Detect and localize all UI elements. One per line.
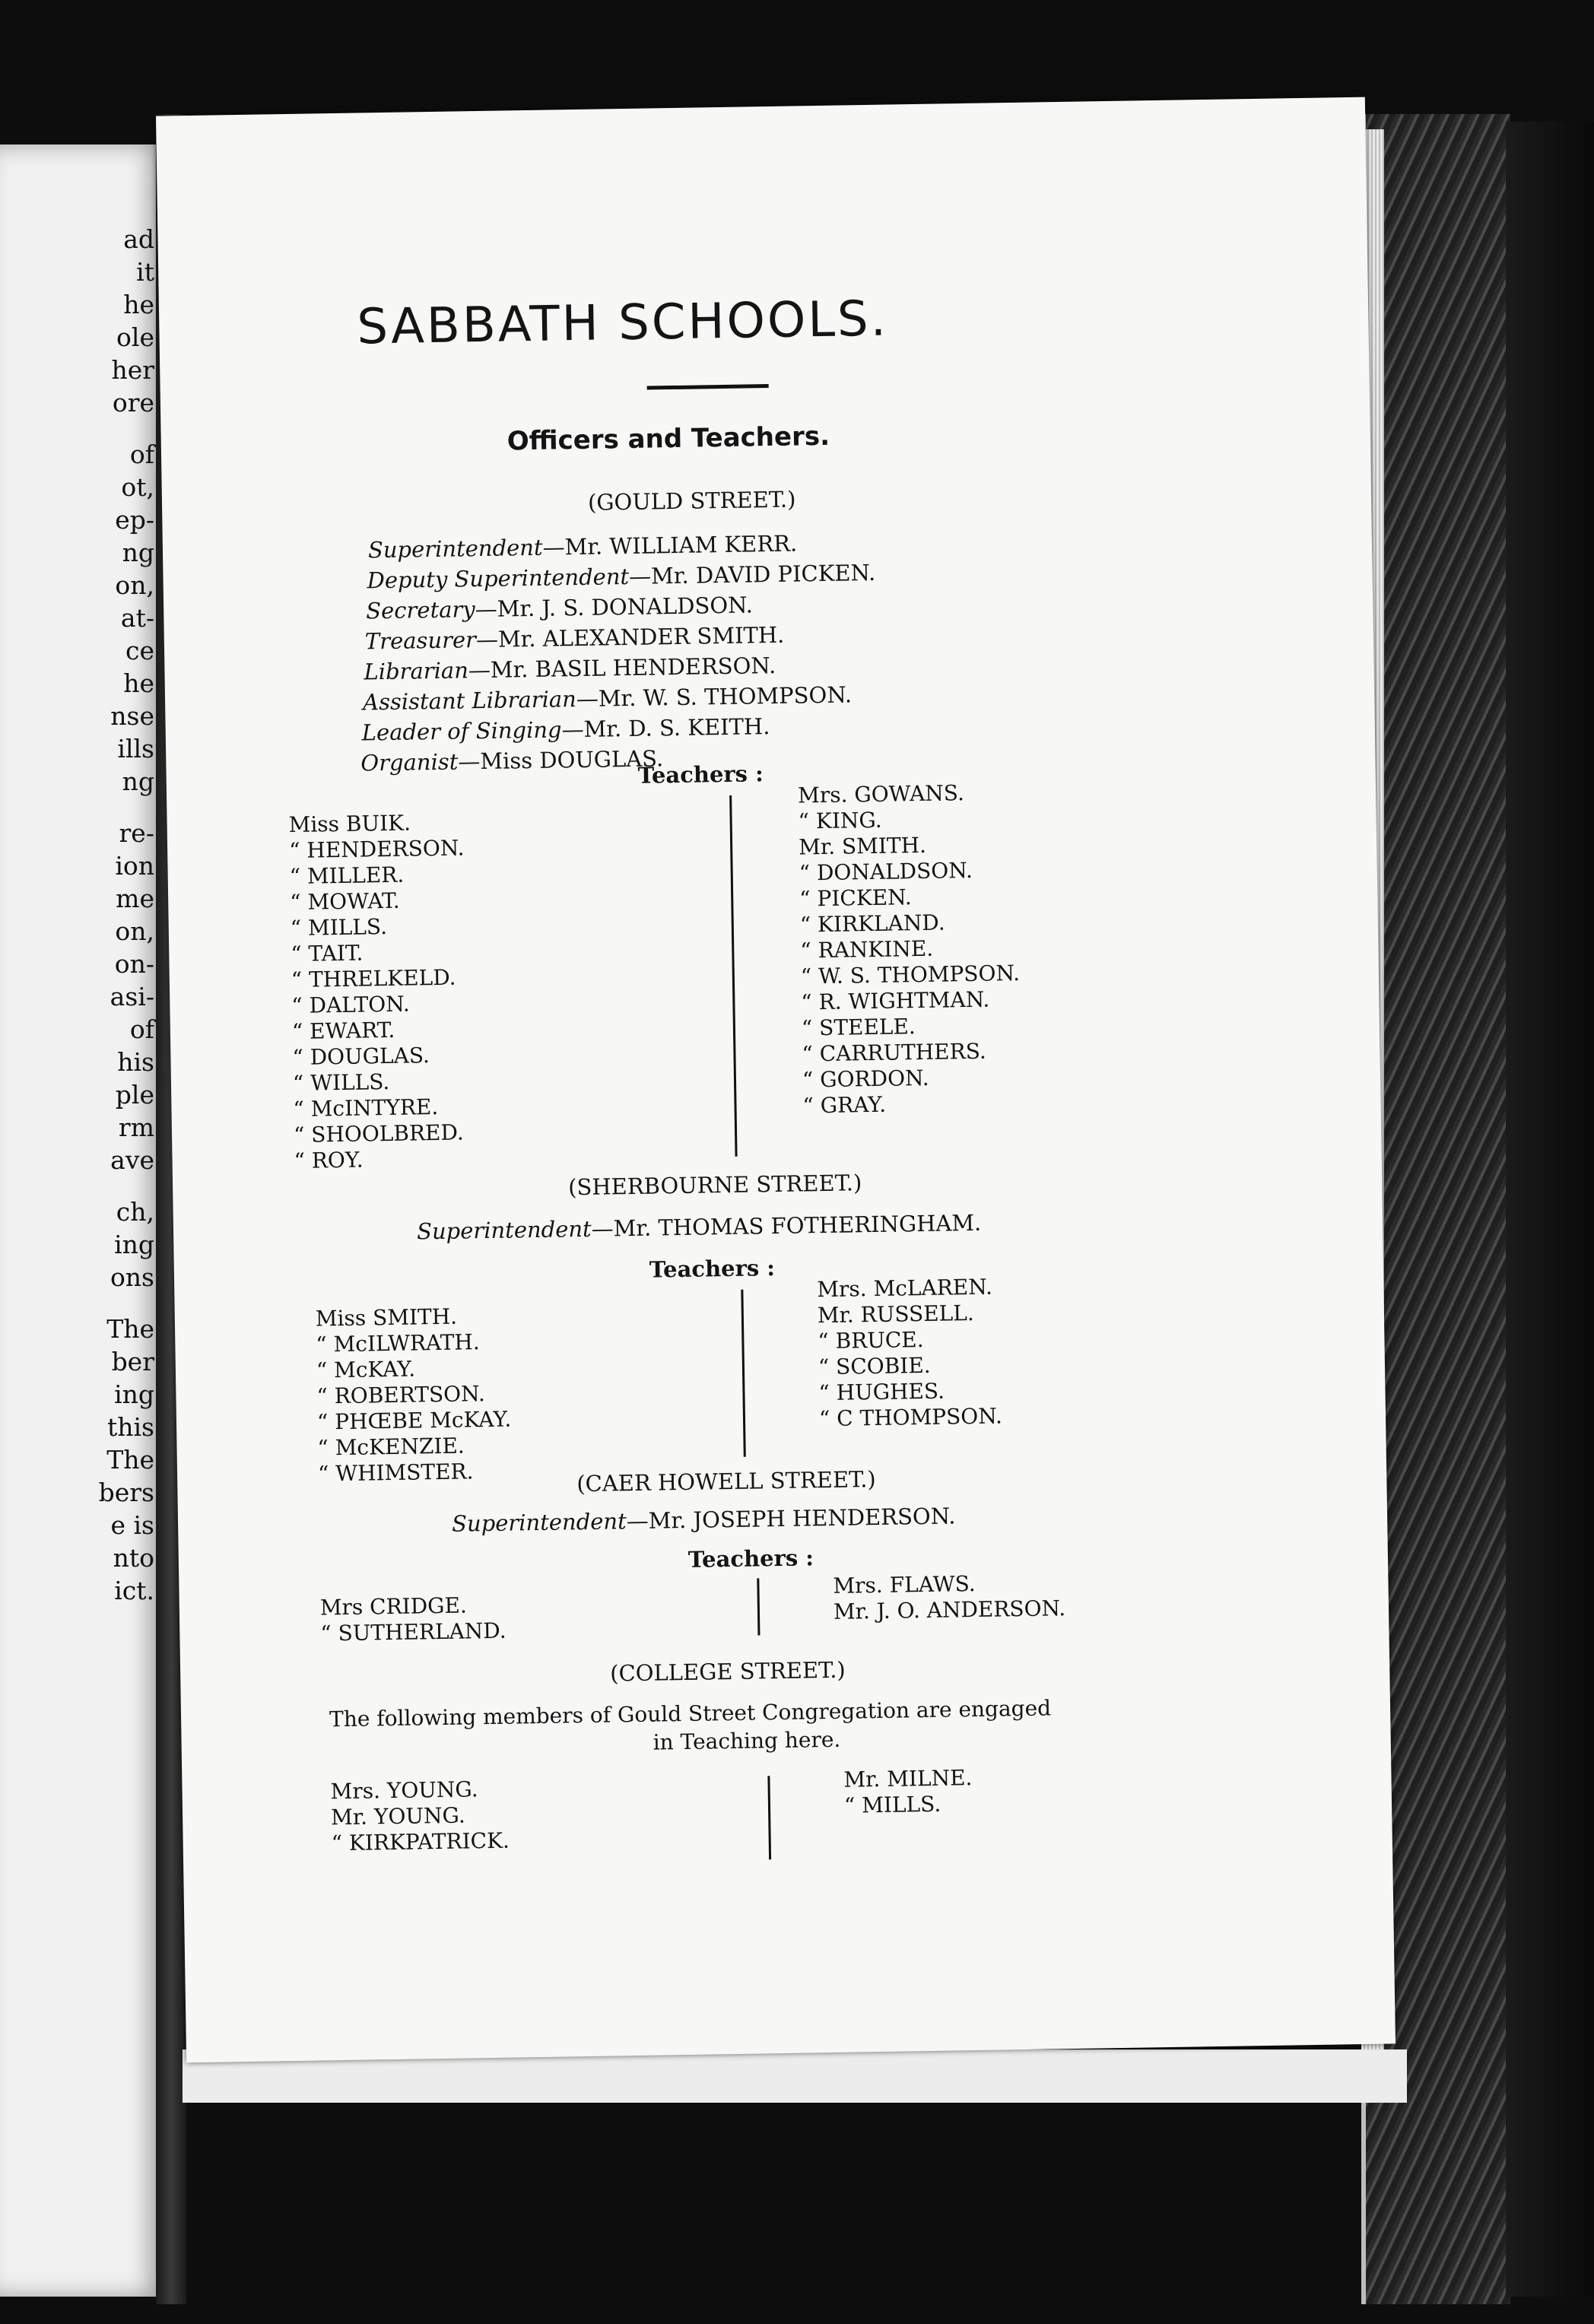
left-page-fragment: ons [110, 1262, 154, 1292]
officer-name: —Miss DOUGLAS. [458, 745, 664, 775]
left-page-fragment: ch, [116, 1197, 154, 1227]
officer-role: Treasurer [364, 627, 477, 655]
teacher-name: “ C THOMPSON. [818, 1403, 1003, 1432]
sherbourne-teachers-right [817, 1274, 1002, 1432]
teacher-name: Mrs. YOUNG. [330, 1776, 478, 1805]
teacher-name: “ McKENZIE. [317, 1433, 465, 1461]
teacher-name: “ PICKEN. [799, 884, 913, 912]
column-divider [741, 1290, 745, 1457]
teacher-name: Mrs. McLAREN. [817, 1274, 993, 1303]
officers-heading: Officers and Teachers. [506, 421, 830, 457]
gould-teachers-heading: Teachers : [637, 760, 764, 789]
teacher-name: Mr. RUSSELL. [817, 1300, 974, 1329]
left-page-fragment: ore [112, 388, 154, 417]
left-page-fragment: me [116, 884, 154, 913]
teacher-name: “ STEELE. [801, 1014, 916, 1041]
officer-role: Deputy Superintendent [367, 563, 630, 594]
gould-street-heading: (GOULD STREET.) [587, 486, 796, 516]
gould-teachers-left [288, 809, 469, 1174]
caer-howell-superintendent: Superintendent—Mr. JOSEPH HENDERSON. [451, 1503, 956, 1537]
column-divider [757, 1578, 760, 1635]
left-page-fragment: bers [98, 1478, 154, 1507]
officer-role: Secretary [365, 596, 475, 624]
left-page-fragment: ing [114, 1230, 154, 1259]
officer-name: —Mr. BASIL HENDERSON. [468, 652, 776, 684]
gould-teachers-right [798, 779, 1022, 1119]
teacher-name: “ ROY. [294, 1147, 364, 1173]
teacher-name: “ R. WIGHTMAN. [801, 986, 990, 1015]
officer-line [367, 560, 875, 593]
officer-line [368, 530, 798, 563]
sherbourne-superintendent: Superintendent—Mr. THOMAS FOTHERINGHAM. [416, 1209, 982, 1245]
left-page-fragment: ole [116, 322, 154, 352]
left-page-fragment: ing [114, 1379, 154, 1409]
sherbourne-teachers-left [316, 1303, 513, 1487]
left-page-fragment: nto [113, 1543, 154, 1573]
left-page-fragment: ills [117, 734, 154, 764]
left-page-fragment: on, [115, 916, 154, 946]
left-page-fragment: he [123, 290, 154, 319]
teacher-name: “ GORDON. [802, 1065, 929, 1093]
teacher-name: Mrs. FLAWS. [833, 1570, 976, 1599]
officer-line [361, 713, 770, 745]
teacher-name: “ KING. [798, 807, 882, 834]
left-page-fragment: ion [115, 851, 154, 881]
left-page-fragment: his [117, 1047, 154, 1077]
left-page-fragment: at- [120, 603, 154, 633]
teacher-name: “ HUGHES. [818, 1378, 945, 1406]
left-page-fragment: ad [123, 224, 154, 254]
left-page-fragment: of [129, 1014, 154, 1044]
teacher-name: Mr. SMITH. [798, 832, 927, 860]
teacher-name: Mr. MILNE. [843, 1765, 973, 1792]
teacher-name: “ ROBERTSON. [316, 1381, 485, 1409]
officer-role: Assistant Librarian [362, 686, 577, 716]
left-page-fragment: ep- [115, 505, 154, 535]
teacher-name: “ DONALDSON. [799, 857, 973, 886]
teacher-name: “ W. S. THOMPSON. [800, 960, 1021, 989]
teacher-name: Mrs. GOWANS. [797, 780, 965, 808]
left-page-fragment: rm [118, 1113, 154, 1142]
left-page-fragment: he [123, 668, 154, 698]
teacher-name: “ KIRKPATRICK. [331, 1827, 510, 1856]
teacher-name: “ WHIMSTER. [317, 1459, 474, 1487]
teacher-name: Mrs CRIDGE. [319, 1592, 468, 1621]
teacher-name: “ SCOBIE. [818, 1352, 931, 1380]
teacher-name: “ MILLS. [843, 1791, 941, 1818]
left-page-fragment: ce [125, 636, 154, 665]
book-cover-edge [1506, 122, 1594, 2297]
left-page-fragment: ple [115, 1080, 154, 1110]
teacher-name: “ PHŒBE McKAY. [316, 1406, 512, 1435]
teacher-name: “ MOWAT. [289, 887, 400, 916]
officer-name: —Mr. DAVID PICKEN. [628, 559, 876, 589]
teacher-name: “ RANKINE. [800, 935, 934, 964]
teacher-name: “ McINTYRE. [293, 1094, 439, 1122]
teacher-name: Mr. YOUNG. [330, 1802, 465, 1830]
left-page-fragment: on, [115, 570, 154, 600]
teacher-name: “ CARRUTHERS. [802, 1038, 987, 1067]
officer-role: Superintendent [367, 534, 543, 564]
officer-role: Leader of Singing [361, 716, 562, 746]
left-page-fragment: her [111, 355, 154, 385]
left-page-fragment: asi- [110, 982, 154, 1011]
caer-howell-teachers-left [320, 1592, 506, 1647]
college-teachers-left [330, 1776, 510, 1857]
title-rule [647, 384, 769, 390]
teacher-name: “ GRAY. [802, 1091, 887, 1119]
officer-name: —Mr. D. S. KEITH. [561, 713, 770, 743]
left-page-fragment: ave [110, 1145, 154, 1175]
teacher-name: Miss BUIK. [288, 810, 411, 838]
sherbourne-teachers-heading: Teachers : [649, 1255, 776, 1283]
teacher-name: Mr. J. O. ANDERSON. [833, 1595, 1066, 1624]
left-page-fragment: ber [111, 1347, 154, 1376]
left-page-fragment: ict. [114, 1576, 154, 1605]
officer-name: —Mr. WILLIAM KERR. [542, 530, 798, 560]
teacher-name: “ MILLER. [289, 862, 405, 890]
left-page-fragment: nse [110, 701, 154, 731]
left-page-fragment: ng [122, 767, 154, 796]
column-divider [729, 795, 737, 1157]
officer-line [366, 592, 753, 624]
left-page-fragment: on- [114, 949, 154, 979]
left-page [0, 144, 164, 2297]
sherbourne-street-heading: (SHERBOURNE STREET.) [567, 1170, 862, 1201]
left-page-fragment: of [129, 440, 154, 469]
left-page-fragment: The [106, 1314, 154, 1344]
teacher-name: “ WILLS. [292, 1068, 390, 1096]
left-page-fragment: ng [122, 538, 154, 567]
left-page-fragment: The [106, 1445, 154, 1475]
teacher-name: Miss SMITH. [315, 1303, 458, 1332]
caer-howell-teachers-right [833, 1570, 1065, 1625]
teacher-name: “ TAIT. [291, 940, 364, 967]
college-street-heading: (COLLEGE STREET.) [609, 1656, 846, 1687]
officer-name: —Mr. W. S. THOMPSON. [576, 681, 853, 713]
document-page [156, 97, 1396, 2063]
left-page-fragment: re- [119, 818, 154, 848]
column-divider [767, 1776, 771, 1859]
college-teachers-right [843, 1765, 973, 1819]
teacher-name: “ McKAY. [316, 1356, 416, 1383]
page-title: SABBATH SCHOOLS. [356, 290, 889, 356]
officer-role: Librarian [364, 657, 469, 685]
teacher-name: “ DOUGLAS. [292, 1043, 430, 1070]
caer-howell-teachers-heading: Teachers : [687, 1545, 814, 1573]
officer-line [365, 622, 785, 655]
teacher-name: “ DALTON. [291, 991, 411, 1018]
officer-name: —Mr. ALEXANDER SMITH. [475, 621, 785, 653]
teacher-name: “ KIRKLAND. [799, 910, 945, 938]
officer-role: Organist [360, 748, 459, 776]
teacher-name: “ McILWRATH. [316, 1329, 480, 1357]
caer-howell-street-heading: (CAER HOWELL STREET.) [576, 1465, 876, 1497]
teacher-name: “ HENDERSON. [288, 835, 465, 864]
officer-line [363, 681, 852, 715]
teacher-name: “ MILLS. [290, 914, 388, 941]
college-note-line1: The following members of Gould Street Congregation are engaged [329, 1695, 1052, 1732]
teacher-name: “ SUTHERLAND. [320, 1618, 506, 1646]
teacher-name: “ THRELKELD. [291, 964, 456, 992]
left-page-fragment: it [136, 257, 154, 287]
left-page-fragment: e is [110, 1510, 154, 1540]
officer-line [364, 652, 776, 685]
officer-line [360, 745, 663, 776]
teacher-name: “ EWART. [291, 1017, 395, 1044]
teacher-name: “ BRUCE. [818, 1326, 924, 1354]
left-page-fragment: this [106, 1412, 154, 1442]
teacher-name: “ SHOOLBRED. [293, 1119, 465, 1148]
officer-name: —Mr. J. S. DONALDSON. [475, 592, 754, 623]
left-page-fragment: ot, [121, 472, 154, 502]
college-note-line2: in Teaching here. [653, 1726, 841, 1755]
